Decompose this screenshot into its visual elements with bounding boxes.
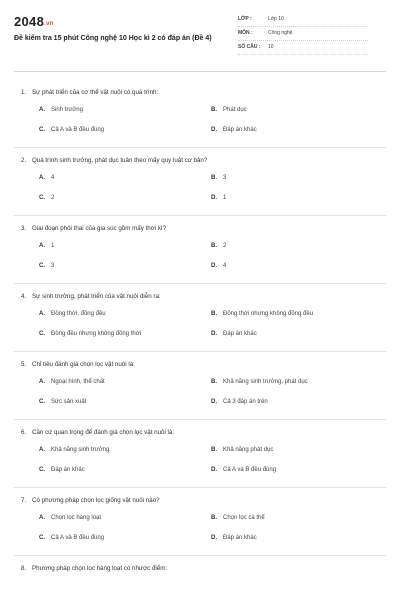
answer-option[interactable] [211,508,383,528]
answer-options [14,304,386,344]
answer-option[interactable] [39,440,211,460]
option-text: Khả năng sinh trưởng, phát dục [223,379,308,385]
meta-label: SỐ CÂU : [238,44,261,50]
meta-row-subject [238,30,368,41]
question-number: 5. [21,360,27,368]
answer-option[interactable] [39,528,211,548]
answer-option[interactable] [39,372,211,392]
answer-option[interactable] [39,324,211,344]
answer-option[interactable] [211,460,383,480]
option-text: Đáp án khác [51,467,85,473]
answer-option[interactable] [39,508,211,528]
option-text: 2 [223,243,227,249]
question-text: Sự phát triển của cơ thể vật nuôi có quá trình: [32,88,159,96]
answer-option[interactable] [39,168,211,188]
option-text: Đồng thời nhưng không đồng đều [223,311,314,317]
option-letter: C. [39,467,45,473]
option-letter: A. [39,515,45,521]
answer-option[interactable] [211,528,383,548]
answer-option[interactable] [39,188,211,208]
logo-tld-text: .vn [44,21,54,27]
option-letter: C. [39,195,45,201]
option-letter: C. [39,399,45,405]
option-text: Đồng thời, đồng đều [51,311,106,317]
option-letter: D. [211,331,217,337]
answer-options [14,236,386,276]
option-letter: C. [39,263,45,269]
option-letter: A. [39,175,45,181]
answer-option[interactable] [211,392,383,412]
option-letter: D. [211,127,217,133]
option-letter: B. [211,515,217,521]
option-letter: A. [39,243,45,249]
option-text: Đồng đều nhưng không đồng thời [51,331,142,337]
option-text: Cả A và B đều đúng [223,467,277,473]
question-item [14,352,386,420]
meta-value: Công nghệ [268,30,293,36]
answer-option[interactable] [211,168,383,188]
answer-option[interactable] [211,120,383,140]
option-letter: B. [211,447,217,453]
option-text: 4 [51,175,55,181]
question-text: Có phương pháp chọn lọc giống vật nuôi nào? [32,496,160,504]
question-text: Quá trình sinh trưởng, phát dục tuân theo mấy quy luật cơ bản? [32,156,208,164]
option-text: Chọn lọc hàng loạt [51,515,102,521]
option-letter: C. [39,127,45,133]
option-letter: B. [211,107,217,113]
question-text: Chỉ tiêu đánh giá chọn lọc vật nuôi là: [32,360,135,368]
meta-value: Lớp 10 [268,16,284,22]
question-number: 2. [21,156,27,164]
logo-main-text: 2048 [14,14,45,29]
option-letter: D. [211,399,217,405]
question-text: Phương pháp chọn lọc hàng loạt có nhược điểm: [32,564,168,572]
option-text: 3 [51,263,55,269]
answer-option[interactable] [39,392,211,412]
question-line [14,492,386,508]
option-letter: D. [211,263,217,269]
meta-panel [238,14,368,71]
option-text: Khả năng sinh trưởng [51,447,110,453]
option-text: Đáp án khác [223,331,257,337]
question-text: Căn cứ quan trọng để đánh giá chọn lọc vật nuôi là: [32,428,175,436]
header-left [14,14,234,71]
answer-options [14,100,386,140]
option-text: 1 [223,195,227,201]
question-item [14,488,386,556]
page-title: Đề kiểm tra 15 phút Công nghệ 10 Học kì 2 có đáp án (Đề 4) [14,35,212,42]
answer-options [14,168,386,208]
option-text: Phát dục [223,107,247,113]
option-letter: B. [211,175,217,181]
question-number: 1. [21,88,27,96]
site-logo[interactable] [14,14,234,29]
option-text: Chọn lọc cá thể [223,515,265,521]
option-letter: C. [39,535,45,541]
answer-option[interactable] [211,236,383,256]
option-text: Cả A và B đều đúng [51,127,105,133]
option-text: 2 [51,195,55,201]
meta-value: 10 [268,44,274,50]
answer-option[interactable] [39,236,211,256]
answer-option[interactable] [211,100,383,120]
answer-options [14,372,386,412]
option-letter: D. [211,195,217,201]
option-text: 4 [223,263,227,269]
question-item [14,556,386,583]
question-item [14,420,386,488]
question-item [14,284,386,352]
option-text: 3 [223,175,227,181]
option-text: Sinh trưởng [51,107,83,113]
question-list [14,72,386,583]
answer-option[interactable] [211,304,383,324]
answer-option[interactable] [211,324,383,344]
question-line [14,424,386,440]
question-number: 8. [21,564,27,572]
option-text: 1 [51,243,55,249]
option-letter: D. [211,535,217,541]
question-line [14,152,386,168]
option-text: Khả năng phát dục [223,447,274,453]
option-letter: A. [39,379,45,385]
option-letter: A. [39,447,45,453]
question-line [14,288,386,304]
question-text: Giai đoạn phôi thai của gia súc gồm mấy thời kì? [32,224,167,232]
answer-option[interactable] [211,440,383,460]
question-number: 4. [21,292,27,300]
question-line [14,356,386,372]
answer-options [14,440,386,480]
answer-option[interactable] [39,120,211,140]
question-text: Sự sinh trưởng, phát triển của vật nuôi diễn ra: [32,292,161,300]
question-item [14,80,386,148]
option-text: Cả A và B đều đúng [51,535,105,541]
answer-option[interactable] [39,304,211,324]
option-letter: B. [211,311,217,317]
option-text: Sức sản xuất [51,399,87,405]
question-line [14,220,386,236]
option-letter: C. [39,331,45,337]
meta-label: LỚP : [238,16,252,22]
meta-row-count [238,44,368,55]
meta-row-class [238,16,368,27]
answer-option[interactable] [39,256,211,276]
option-letter: B. [211,243,217,249]
option-letter: D. [211,467,217,473]
answer-option[interactable] [211,372,383,392]
question-line [14,560,386,576]
answer-option[interactable] [211,256,383,276]
answer-options [14,508,386,548]
answer-option[interactable] [39,460,211,480]
question-number: 7. [21,496,27,504]
option-text: Đáp án khác [223,535,257,541]
option-letter: A. [39,311,45,317]
option-letter: B. [211,379,217,385]
question-item [14,216,386,284]
question-line [14,84,386,100]
option-text: Đáp án khác [223,127,257,133]
answer-option[interactable] [39,100,211,120]
meta-label: MÔN : [238,30,253,36]
question-number: 3. [21,224,27,232]
option-letter: A. [39,107,45,113]
question-number: 6. [21,428,27,436]
answer-option[interactable] [211,188,383,208]
option-text: Ngoại hình, thể chất [51,379,105,385]
option-text: Cả 3 đáp án trên [223,399,268,405]
document-header [14,0,386,72]
question-item [14,148,386,216]
